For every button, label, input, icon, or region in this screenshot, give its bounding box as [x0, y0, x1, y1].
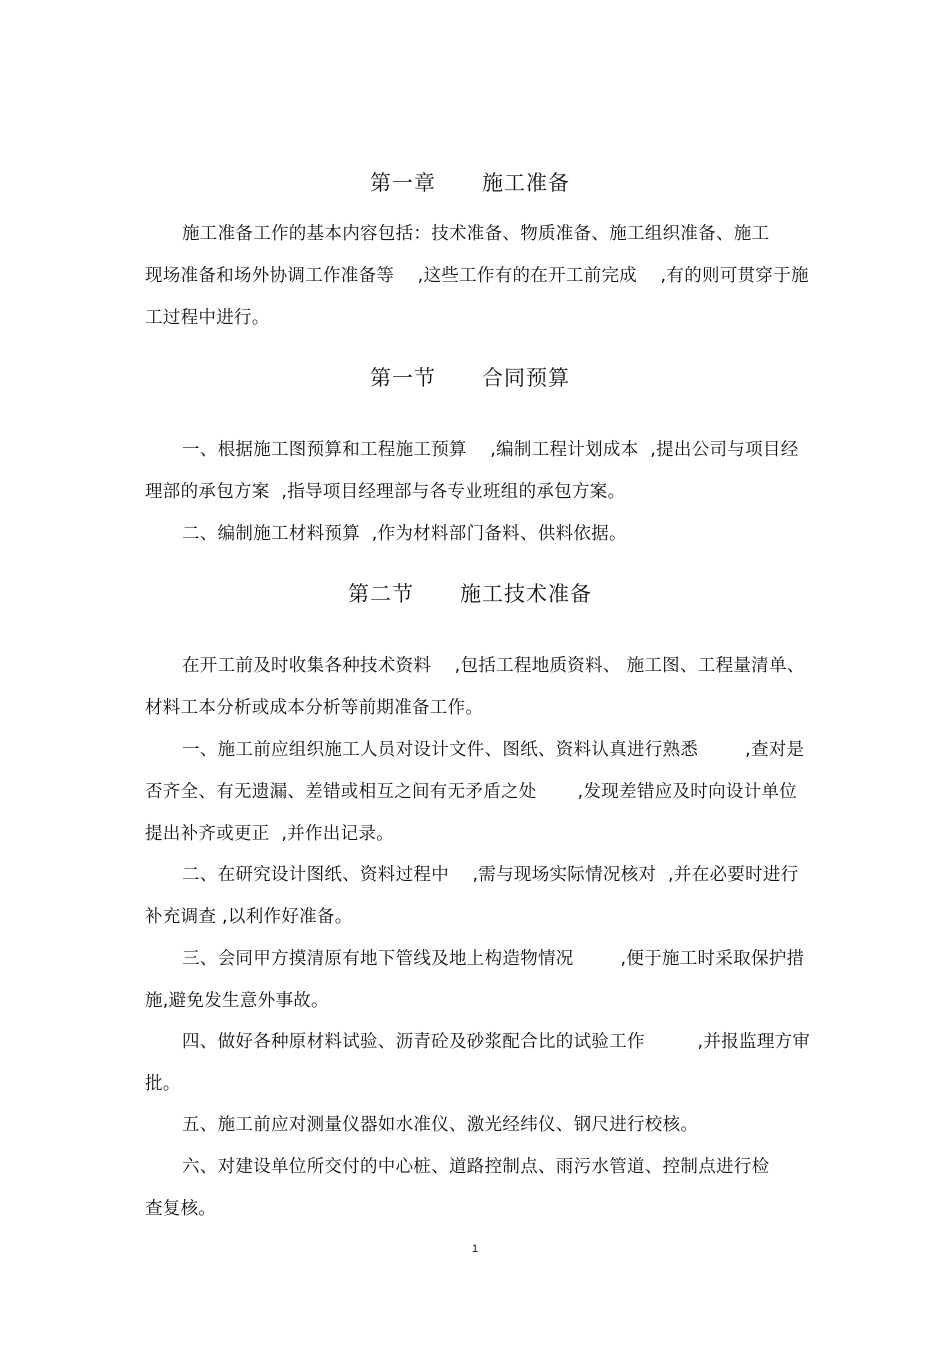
section1-line: 二、编制施工材料预算 ,作为材料部门备料、供料依据。 — [182, 524, 627, 544]
section2-line: 在开工前及时收集各种技术资料 ,包括工程地质资料、 施工图、工程量清单、 — [182, 656, 805, 676]
section2-line: 材料工本分析或成本分析等前期准备工作。 — [145, 698, 484, 718]
section1-line: 理部的承包方案 ,指导项目经理部与各专业班组的承包方案。 — [145, 482, 626, 502]
section2-line: 查复核。 — [145, 1199, 217, 1219]
section2-line: 施,避免发生意外事故。 — [145, 991, 329, 1011]
section2-line: 提出补齐或更正 ,并作出记录。 — [145, 824, 394, 844]
section2-line: 批。 — [145, 1074, 181, 1094]
page-number: 1 — [471, 1243, 479, 1255]
section1-title: 第一节 合同预算 — [369, 366, 571, 390]
section2-line: 四、做好各种原材料试验、沥青砼及砂浆配合比的试验工作 ,并报监理方审 — [182, 1032, 811, 1052]
section2-line: 五、施工前应对测量仪器如水准仪、激光经纬仪、钢尺进行校核。 — [182, 1115, 699, 1135]
section2-line: 二、在研究设计图纸、资料过程中 ,需与现场实际情况核对 ,并在必要时进行 — [182, 865, 799, 885]
section2-title: 第二节 施工技术准备 — [347, 582, 593, 606]
section2-line: 三、会同甲方摸清原有地下管线及地上构造物情况 ,便于施工时采取保护措 — [182, 949, 805, 969]
intro-line: 施工准备工作的基本内容包括：技术准备、物质准备、施工组织准备、施工 — [182, 224, 770, 244]
section2-line: 六、对建设单位所交付的中心桩、道路控制点、雨污水管道、控制点进行检 — [182, 1157, 770, 1177]
section2-line: 一、施工前应组织施工人员对设计文件、图纸、资料认真进行熟悉 ,查对是 — [182, 740, 805, 760]
section1-line: 一、根据施工图预算和工程施工预算 ,编制工程计划成本 ,提出公司与项目经 — [182, 440, 799, 460]
intro-line: 工过程中进行。 — [145, 308, 270, 328]
section2-line: 否齐全、有无遗漏、差错或相互之间有无矛盾之处 ,发现差错应及时向设计单位 — [145, 782, 798, 802]
chapter-title: 第一章 施工准备 — [369, 171, 571, 195]
intro-line: 现场准备和场外协调工作准备等 ,这些工作有的在开工前完成 ,有的则可贯穿于施 — [145, 266, 809, 286]
section2-line: 补充调查 ,以利作好准备。 — [145, 907, 353, 927]
